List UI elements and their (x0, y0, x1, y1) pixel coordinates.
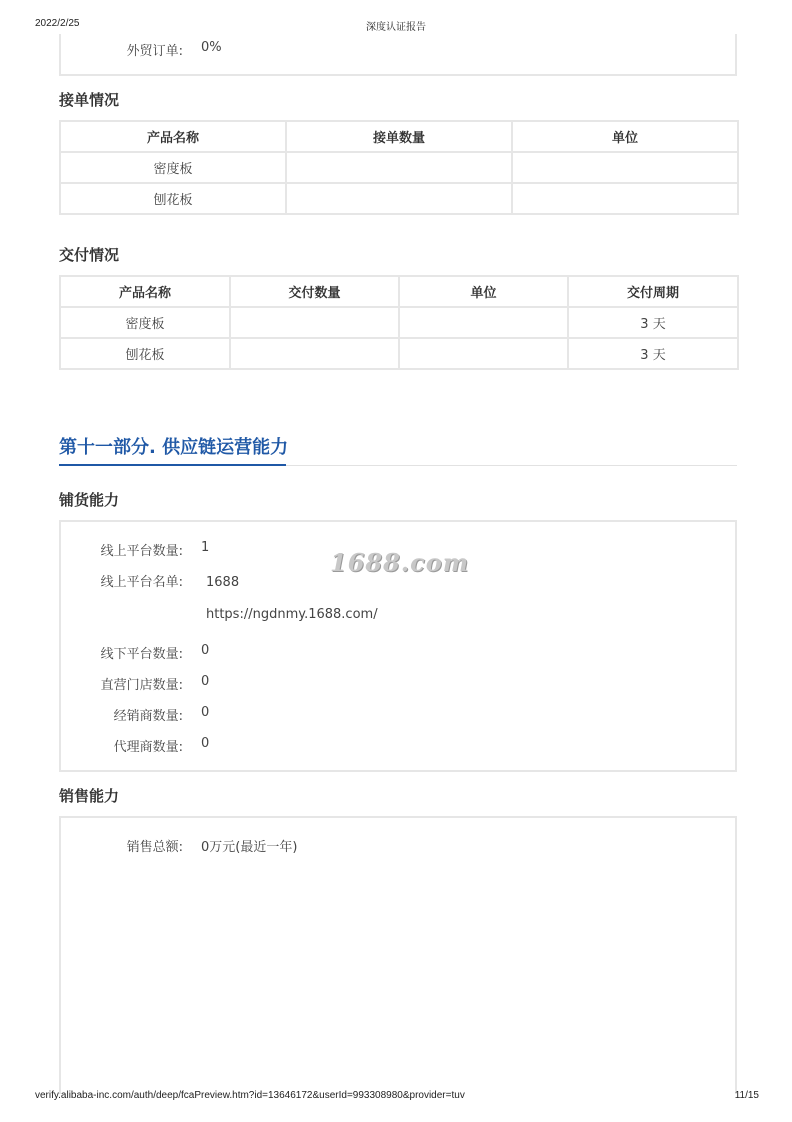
column-header: 交付周期 (568, 276, 738, 307)
part-title-underline (59, 464, 286, 466)
quantity-cell (286, 183, 512, 214)
direct-store-count-label: 直营门店数量: (100, 678, 183, 693)
delivery-section-title: 交付情况 (59, 246, 120, 264)
distribution-section-title: 铺货能力 (59, 491, 120, 509)
column-header: 交付数量 (230, 276, 399, 307)
orders-section-title: 接单情况 (59, 91, 120, 109)
cycle-cell: 3 天 (568, 338, 738, 369)
offline-platform-count-value: 0 (201, 643, 210, 658)
table-row (60, 338, 738, 369)
print-title: 深度认证报告 (366, 22, 426, 33)
agent-count-label: 代理商数量: (113, 740, 183, 755)
quantity-cell (286, 152, 512, 183)
unit-cell (512, 152, 738, 183)
dealer-count-label: 经销商数量: (113, 709, 183, 724)
delivery-table (59, 275, 739, 370)
unit-cell (512, 183, 738, 214)
sales-box (59, 816, 737, 1094)
foreign-trade-order-value: 0% (201, 40, 222, 55)
sales-total-label: 销售总额: (126, 840, 183, 855)
product-name-cell: 密度板 (60, 307, 230, 338)
part-title: 第十一部分. 供应链运营能力 (59, 437, 289, 458)
online-platform-url[interactable]: https://ngdnmy.1688.com/ (206, 607, 378, 622)
online-platform-count-value: 1 (201, 540, 210, 555)
product-name-cell: 刨花板 (60, 338, 230, 369)
agent-count-value: 0 (201, 736, 210, 751)
orders-table (59, 120, 739, 215)
online-platform-list-label: 线上平台名单: (100, 575, 183, 590)
print-date: 2022/2/25 (35, 18, 80, 29)
dealer-count-value: 0 (201, 705, 210, 720)
product-name-cell: 密度板 (60, 152, 286, 183)
sales-total-value: 0万元(最近一年) (201, 840, 298, 855)
column-header: 产品名称 (60, 121, 286, 152)
column-header: 接单数量 (286, 121, 512, 152)
online-platform-name: 1688 (206, 575, 240, 590)
offline-platform-count-label: 线下平台数量: (100, 647, 183, 662)
online-platform-count-label: 线上平台数量: (100, 544, 183, 559)
1688-watermark-logo: 1688.com (330, 548, 470, 577)
cycle-cell: 3 天 (568, 307, 738, 338)
direct-store-count-value: 0 (201, 674, 210, 689)
column-header: 产品名称 (60, 276, 230, 307)
sales-section-title: 销售能力 (59, 787, 120, 805)
unit-cell (399, 338, 568, 369)
foreign-trade-order-label: 外贸订单: (126, 44, 183, 59)
table-row (60, 307, 738, 338)
column-header: 单位 (399, 276, 568, 307)
table-header-row (60, 121, 738, 152)
table-row (60, 183, 738, 214)
product-name-cell: 刨花板 (60, 183, 286, 214)
table-header-row (60, 276, 738, 307)
page-url: verify.alibaba-inc.com/auth/deep/fcaPreview.htm?id=13646172&userId=993308980&provider=tuv (35, 1090, 465, 1101)
unit-cell (399, 307, 568, 338)
quantity-cell (230, 338, 399, 369)
table-row (60, 152, 738, 183)
quantity-cell (230, 307, 399, 338)
column-header: 单位 (512, 121, 738, 152)
page-number: 11/15 (734, 1090, 759, 1101)
